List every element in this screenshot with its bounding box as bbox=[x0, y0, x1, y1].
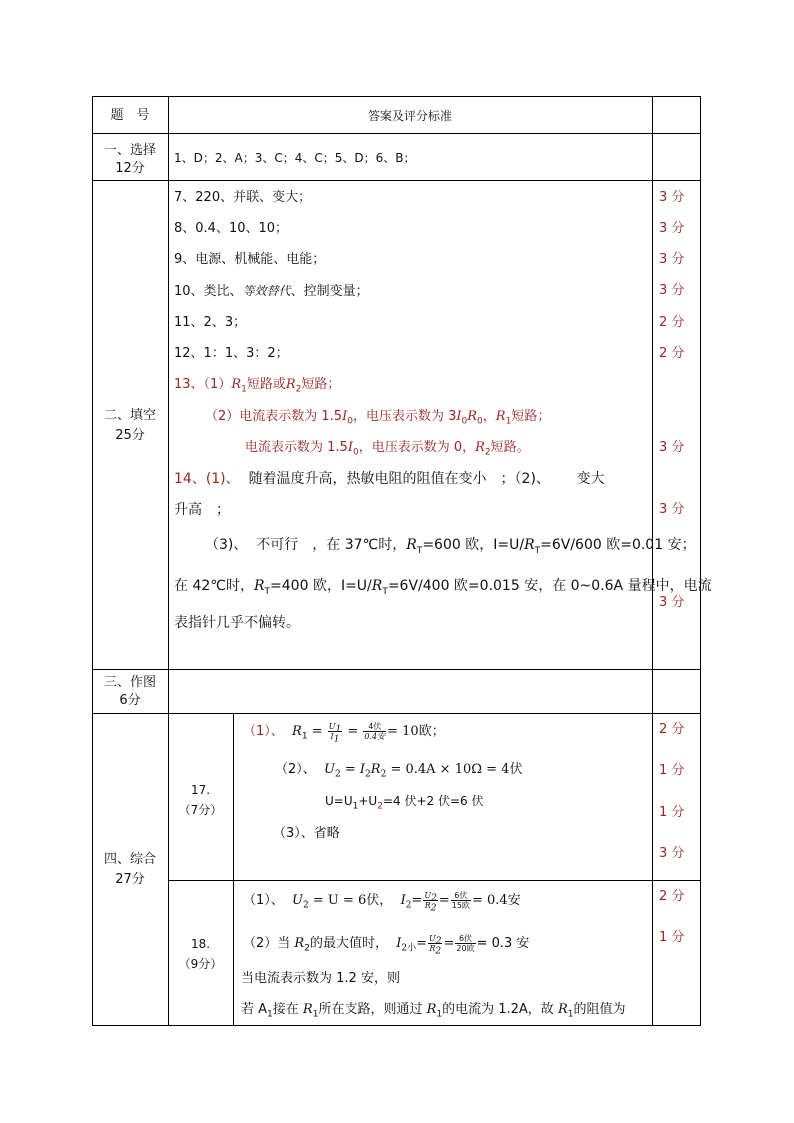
q14-4c: =6V/400 欧=0.015 安，在 0~0.6A 量程中，电流 bbox=[387, 578, 712, 594]
q9-answer: 9、电源、机械能、电能； bbox=[174, 252, 326, 267]
q13-i0b: I bbox=[456, 409, 462, 424]
u2: U bbox=[324, 762, 336, 777]
section3-points: 6分 bbox=[119, 693, 141, 708]
score: 2 分 bbox=[659, 889, 685, 904]
q17-3tail: =4 伏+2 伏=6 伏 bbox=[382, 794, 484, 808]
header-answer: 答案及评分标准 bbox=[367, 109, 452, 123]
q18-4b: 接在 bbox=[272, 1002, 303, 1017]
q17-step2: （2）、 $U_2 = I_2R_2 = 0.4A \times 10\Omega = 4$伏 bbox=[275, 762, 523, 780]
q13-3a: 电流表示数为 1.5 bbox=[245, 440, 348, 455]
q18-i2-sub: 2小 bbox=[401, 943, 417, 954]
q17-2body: = I bbox=[340, 762, 366, 777]
q14-line2: 升高 ； bbox=[174, 502, 230, 518]
q17-step1: （1）、 $R_1$ = $\frac{U_1}{I_1}$ = $\frac{\text{4伏}}{\text{0.4安}}$ = 10欧； bbox=[243, 722, 445, 745]
q14-line5: 表指针几乎不偏转。 bbox=[174, 615, 300, 631]
q14-4a: 在 42℃时， bbox=[174, 578, 254, 594]
frac-den: 20欧 bbox=[456, 944, 475, 953]
q18-number: 18. bbox=[190, 937, 211, 951]
q18-i: I bbox=[400, 893, 406, 908]
q13-line2 bbox=[205, 409, 550, 425]
section3-label bbox=[92, 674, 168, 710]
q13-i0c: I bbox=[347, 440, 353, 455]
q13-line3 bbox=[245, 440, 530, 456]
q11-answer: 11、2、3； bbox=[174, 315, 247, 330]
q14-3c: =600 欧，I=U/ bbox=[422, 537, 525, 553]
q18-4d: 的电流为 1.2A，故 bbox=[442, 1002, 558, 1017]
q18-i2: I bbox=[396, 936, 402, 951]
rt-symbol: R bbox=[406, 537, 417, 553]
frac-num: 6伏 bbox=[455, 934, 475, 944]
q10-part-c: 、控制变量； bbox=[290, 284, 369, 299]
q18-step2: （2）当 $R_2$的最大值时， $I_{2小}=$ $\frac{U_2}{R_2}$ = $\frac{\text{6伏}}{\text{20欧}}$ = 0.3 安 bbox=[243, 934, 530, 957]
col-divider bbox=[168, 96, 169, 1026]
q13-mid: 短路或 bbox=[246, 377, 286, 392]
score: 3 分 bbox=[659, 283, 685, 298]
section1-label bbox=[92, 142, 168, 178]
section3-title: 三、作图 bbox=[103, 675, 156, 690]
q8-answer: 8、0.4、10、10； bbox=[174, 221, 289, 236]
q17-2tail: = 0.4A × 10Ω = 4伏 bbox=[386, 762, 523, 777]
q17-step3: （3）、省略 bbox=[273, 826, 340, 841]
q17-frac-val bbox=[363, 722, 386, 741]
q18-1b: = U = 6伏， bbox=[312, 893, 393, 908]
q17-number: 17. bbox=[190, 783, 211, 797]
q17-points: （7分） bbox=[178, 803, 223, 817]
q13-r1-sub: 1 bbox=[241, 384, 247, 395]
q18-2a: （2）当 bbox=[243, 936, 295, 951]
frac-den: 15欧 bbox=[451, 901, 470, 910]
q13-r1b: R bbox=[495, 409, 506, 424]
q13-r1b-sub: 1 bbox=[505, 416, 512, 427]
score: 3 分 bbox=[659, 846, 685, 861]
q13-end: 短路； bbox=[301, 377, 341, 392]
q13-i0b-sub: 0 bbox=[461, 416, 468, 427]
score: 3 分 bbox=[659, 595, 685, 610]
rt-sub: T bbox=[416, 545, 423, 556]
q18-1g: = 0.4安 bbox=[471, 893, 521, 908]
q18-2b: 的最大值时， bbox=[309, 936, 388, 951]
q13-2a: （2）电流表示数为 1.5 bbox=[205, 409, 343, 424]
q10-part-b: 等效替代 bbox=[242, 284, 291, 298]
q13-3b: ，电压表示数为 0， bbox=[358, 440, 476, 455]
score: 3 分 bbox=[659, 190, 685, 205]
header-question-number: 题 号 bbox=[110, 108, 150, 123]
rt-symbol: R bbox=[371, 578, 383, 594]
q14-line3 bbox=[205, 537, 696, 556]
row-divider bbox=[92, 713, 701, 714]
q18-eq: = bbox=[411, 893, 423, 908]
q13-r0-sub: 0 bbox=[477, 416, 483, 427]
frac-num: 4伏 bbox=[363, 722, 386, 732]
q14-3d: =6V/600 欧=0.01 安； bbox=[540, 537, 696, 553]
score: 1 分 bbox=[659, 763, 685, 778]
q13-r2-sub: 2 bbox=[295, 384, 302, 395]
q7-answer: 7、220、并联、变大； bbox=[174, 190, 312, 205]
q17-1end: = 10欧； bbox=[387, 724, 445, 739]
q17-label bbox=[168, 780, 233, 820]
rt-symbol: R bbox=[524, 537, 535, 553]
q13-prefix: 13、（1） bbox=[174, 377, 232, 392]
rt-sub: T bbox=[382, 586, 388, 597]
section2-points: 25分 bbox=[115, 428, 145, 443]
score: 1 分 bbox=[659, 930, 685, 945]
score: 3 分 bbox=[659, 252, 685, 267]
section2-title: 二、填空 bbox=[103, 408, 156, 423]
rt-sub: T bbox=[264, 586, 271, 597]
q13-r2b-sub: 2 bbox=[484, 447, 491, 458]
q14-3a: （3)、 bbox=[205, 537, 248, 553]
q14-1a: 14、(1)、 bbox=[174, 471, 240, 487]
q13-2b: ，电压表示数为 3 bbox=[352, 409, 457, 424]
frac-den: 0.4安 bbox=[364, 732, 386, 741]
q13-i0c-sub: 0 bbox=[352, 447, 359, 458]
section2-label bbox=[92, 406, 168, 446]
rt-symbol: R bbox=[254, 578, 265, 594]
col-divider bbox=[233, 713, 234, 1026]
q10-part-a: 10、类比、 bbox=[174, 284, 243, 299]
q17-step2b: $U=U_1+U_2=4$ 伏+2 伏=6 伏 bbox=[325, 794, 484, 812]
score: 2 分 bbox=[659, 346, 685, 361]
q17-3: U=U bbox=[325, 794, 353, 808]
q13-r1: R bbox=[231, 377, 242, 392]
section4-title: 四、综合 bbox=[103, 852, 156, 867]
rt-sub: T bbox=[534, 545, 541, 556]
q13-r0: R bbox=[467, 409, 478, 424]
q18-label bbox=[168, 934, 233, 974]
score: 3 分 bbox=[659, 440, 685, 455]
q14-1b: 随着温度升高，热敏电阻的阻值在变小 ；（2)、 bbox=[248, 471, 550, 487]
q14-1c: 变大 bbox=[576, 471, 605, 487]
q18-step1: （1）、 $U_2 = U = 6$伏， $I_2=$ $\frac{U_2}{R_2}$ = $\frac{\text{6伏}}{\text{15欧}}$ = 0.4安 bbox=[243, 891, 521, 914]
q10-answer bbox=[174, 283, 369, 300]
q18-step3: 当电流表示数为 1.2 安，则 bbox=[241, 971, 400, 986]
score: 3 分 bbox=[659, 221, 685, 236]
q17-frac-ui: $\frac{U_1}{I_1}$ bbox=[328, 722, 342, 745]
q14-line4 bbox=[174, 578, 712, 597]
section1-title: 一、选择 bbox=[103, 143, 156, 158]
q13-r2b: R bbox=[475, 440, 485, 455]
row-divider bbox=[168, 880, 701, 881]
q14-line1 bbox=[174, 471, 605, 487]
q18-step4: 若 $A_1$接在 $R_1$所在支路，则通过 $R_1$的电流为 1.2A，故 $R_1$的阻值为 bbox=[241, 1002, 626, 1020]
i-sym: I bbox=[330, 732, 334, 741]
score: 2 分 bbox=[659, 315, 685, 330]
q13-2d: 短路； bbox=[511, 409, 551, 424]
q18-4c: 所在支路，则通过 bbox=[318, 1002, 427, 1017]
q14-3b: 不可行 ，在 37℃时， bbox=[256, 537, 407, 553]
q13-2c: ， bbox=[482, 409, 496, 424]
q12-answer: 12、1：1、3：2； bbox=[174, 346, 289, 361]
q18-4a: 若 A bbox=[241, 1002, 268, 1017]
row-divider bbox=[92, 669, 701, 670]
q13-i0-sub: 0 bbox=[347, 416, 353, 427]
u-sym: U bbox=[328, 722, 336, 731]
q18-4e: 的阻值为 bbox=[573, 1002, 626, 1017]
score: 2 分 bbox=[659, 722, 685, 737]
q17-2a: （2）、 bbox=[275, 762, 316, 777]
score: 3 分 bbox=[659, 502, 685, 517]
q17-r: R bbox=[292, 724, 302, 739]
section4-label bbox=[92, 850, 168, 890]
q18-1a: （1）、 bbox=[243, 893, 284, 908]
q18-2g: = 0.3 安 bbox=[476, 936, 530, 951]
col-divider bbox=[652, 96, 653, 1026]
q13-r2: R bbox=[285, 377, 296, 392]
q13-line1 bbox=[174, 377, 340, 393]
q13-3c: 短路。 bbox=[490, 440, 530, 455]
score: 1 分 bbox=[659, 805, 685, 820]
row-divider bbox=[92, 133, 701, 134]
section1-points: 12分 bbox=[115, 161, 145, 176]
frac-num: 6伏 bbox=[451, 891, 471, 901]
q18-points: （9分） bbox=[178, 957, 223, 971]
q17-1a: （1）、 bbox=[243, 724, 284, 739]
section1-answers: 1、D；2、A；3、C；4、C；5、D；6、B； bbox=[174, 151, 416, 165]
q14-4b: =400 欧，I=U/ bbox=[270, 578, 372, 594]
row-divider bbox=[92, 180, 701, 181]
section4-points: 27分 bbox=[115, 872, 145, 887]
q13-i0: I bbox=[342, 409, 348, 424]
